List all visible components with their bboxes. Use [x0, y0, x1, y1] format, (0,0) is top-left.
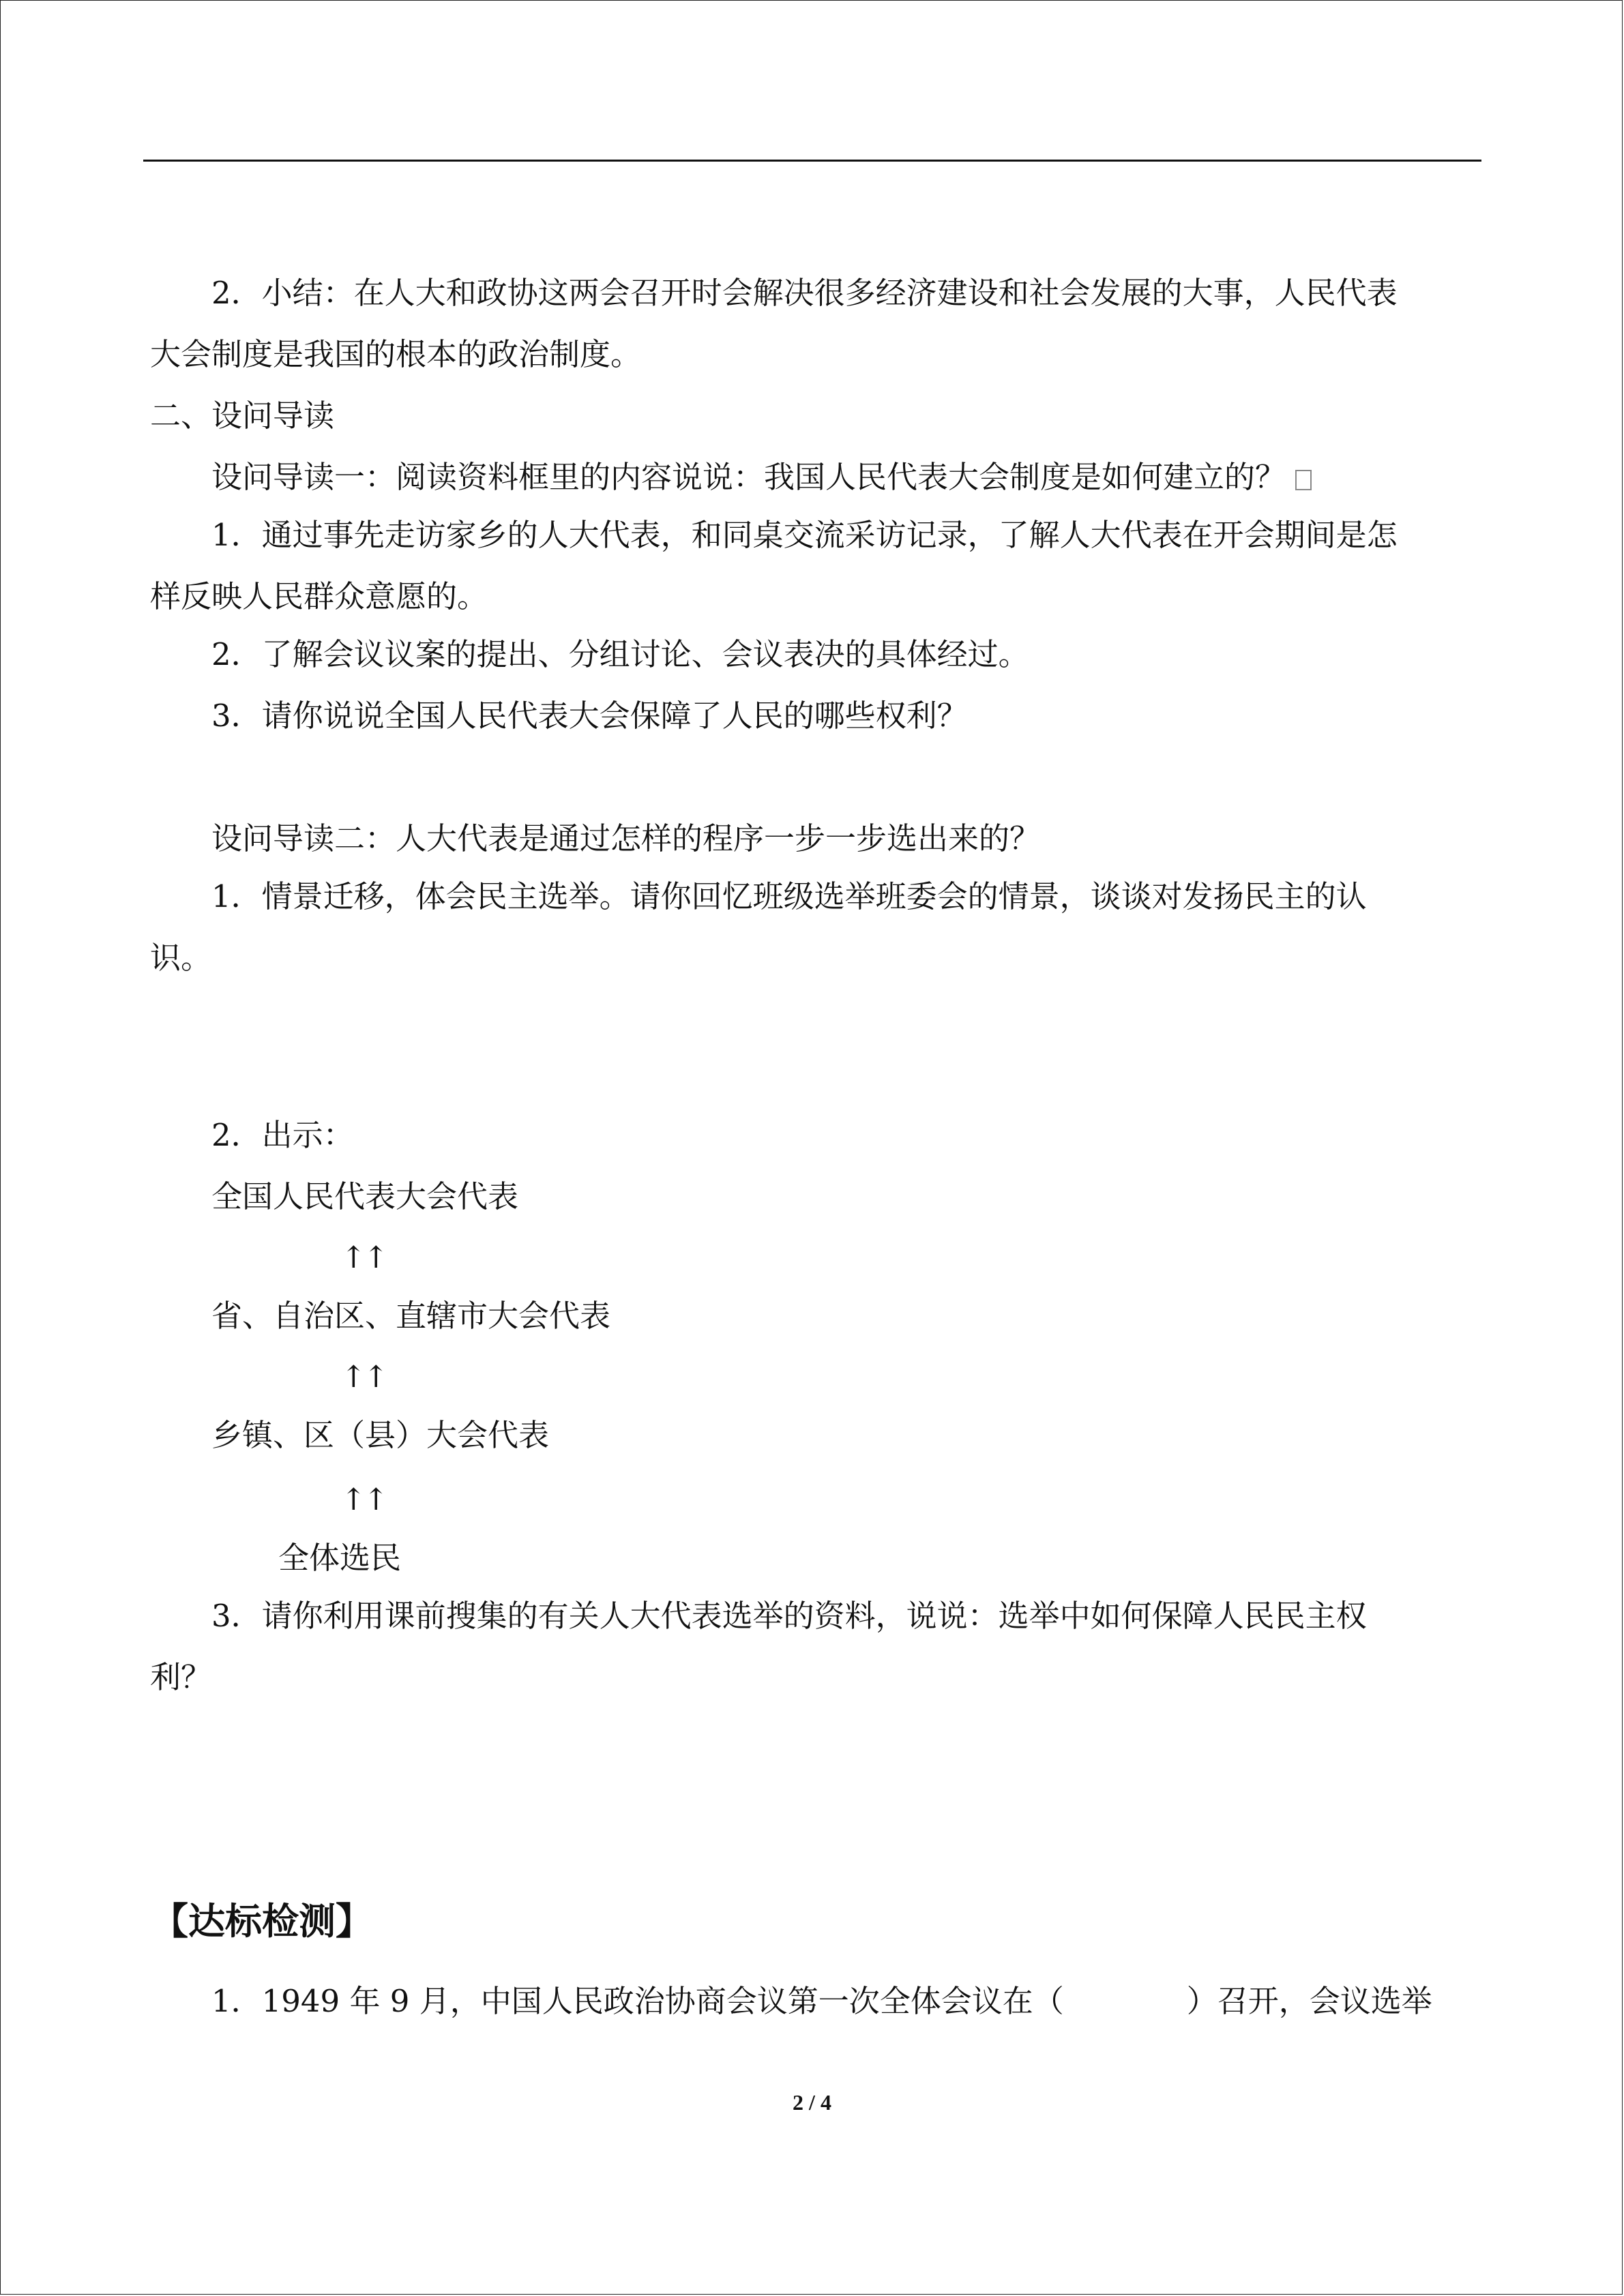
hierarchy-level-3: 乡镇、区（县）大会代表: [211, 1417, 550, 1453]
header-rule: [143, 160, 1481, 162]
hierarchy-level-4: 全体选民: [278, 1540, 402, 1576]
q1-item2: 2．了解会议议案的提出、分组讨论、会议表决的具体经过。: [211, 636, 1029, 672]
hierarchy-level-1: 全国人民代表大会代表: [211, 1178, 519, 1214]
section-title: 二、设问导读: [150, 398, 335, 434]
up-arrows-icon: ↑↑: [341, 1482, 386, 1517]
page-number: 2 / 4: [793, 2090, 831, 2115]
q2-intro: 设问导读二：人大代表是通过怎样的程序一步一步选出来的？: [211, 820, 1041, 856]
q1-intro-text: 设问导读一：阅读资料框里的内容说说：我国人民代表大会制度是如何建立的？: [211, 459, 1286, 495]
test-heading: 【达标检测】: [151, 1900, 372, 1943]
q2-item2: 2．出示：: [211, 1117, 354, 1153]
q2-item3-line2: 利？: [150, 1659, 212, 1695]
summary-line-1: 2．小结：在人大和政协这两会召开时会解决很多经济建设和社会发展的大事，人民代表: [211, 275, 1398, 311]
q1-item3: 3．请你说说全国人民代表大会保障了人民的哪些权利？: [211, 698, 968, 734]
q2-item1-line2: 识。: [150, 940, 212, 976]
q1-intro: [211, 457, 1312, 498]
test-question-1: 1．1949 年 9 月，中国人民政治协商会议第一次全体会议在（ ）召开，会议选举: [211, 1983, 1432, 2019]
summary-line-2: 大会制度是我国的根本的政治制度。: [150, 336, 642, 372]
q1-item1-line1: 1．通过事先走访家乡的人大代表，和同桌交流采访记录，了解人大代表在开会期间是怎: [211, 517, 1398, 553]
up-arrows-icon: ↑↑: [341, 1360, 386, 1395]
q2-item1-line1: 1．情景迁移，体会民主选举。请你回忆班级选举班委会的情景，谈谈对发扬民主的认: [211, 878, 1367, 914]
q2-item3-line1: 3．请你利用课前搜集的有关人大代表选举的资料，说说：选举中如何保障人民民主权: [211, 1598, 1367, 1634]
up-arrows-icon: ↑↑: [341, 1240, 386, 1275]
q1-item1-line2: 样反映人民群众意愿的。: [150, 578, 488, 614]
hierarchy-level-2: 省、自治区、直辖市大会代表: [211, 1298, 611, 1334]
checkbox-icon: [1295, 470, 1312, 490]
